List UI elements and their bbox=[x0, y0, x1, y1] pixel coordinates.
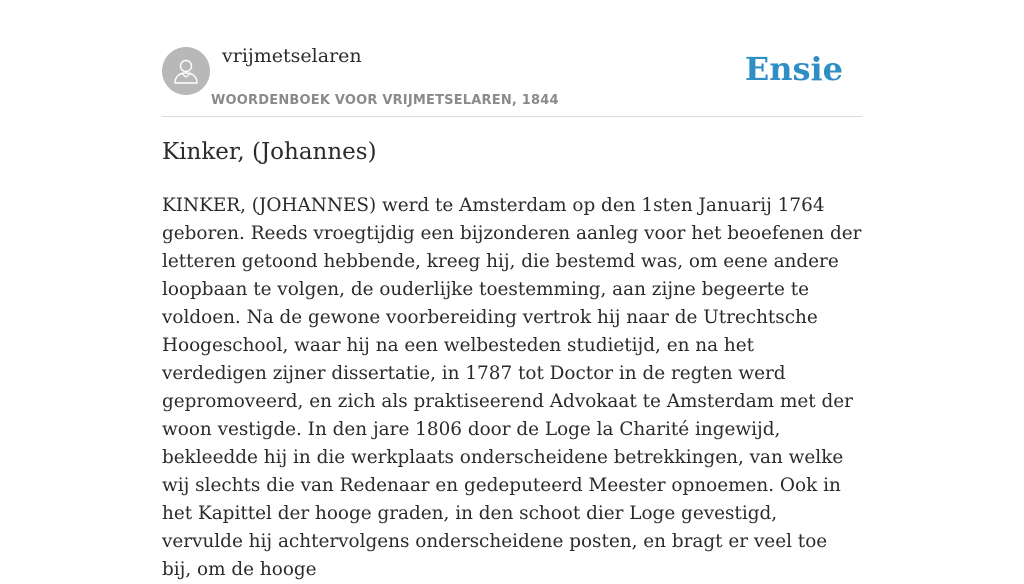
source-label: WOORDENBOEK VOOR VRIJMETSELAREN, 1844 bbox=[211, 93, 559, 108]
article-body: KINKER, (JOHANNES) werd te Amsterdam op den 1sten Januarij 1764 geboren. Reeds vroegtijdig een bijzonderen aanleg voor het beoefenen der letteren getoond hebbende, kreeg hij, die bestemd was, om eene andere loopbaan te volgen, de ouderlijke toestemming, aan zijne begeerte te voldoen. Na de gewone voorbereiding vertrok hij naar de Utrechtsche Hoogeschool, waar hij na een welbesteden studietijd, en na het verdedigen zijner dissertatie, in 1787 tot Doctor in de regten werd gepromoveerd, en zich als praktiseerend Advokaat te Amsterdam met der woon vestigde. In den jare 1806 door de Loge la Charité ingewijd, bekleedde hij in die werkplaats onderscheidene betrekkingen, van welke wij slechts die van Redenaar en gedeputeerd Meester opnoemen. Ook in het Kapittel der hooge graden, in den schoot dier Loge gevestigd, vervulde hij achtervolgens onderscheidene posten, en bragt er veel toe bij, om de hooge bbox=[162, 195, 862, 580]
author-avatar[interactable] bbox=[162, 47, 210, 95]
page bbox=[162, 0, 862, 580]
user-icon bbox=[171, 56, 201, 86]
header bbox=[162, 0, 862, 117]
ensie-logo[interactable]: Ensie bbox=[744, 50, 843, 88]
author-name-link[interactable]: vrijmetselaren bbox=[222, 45, 362, 67]
article-title: Kinker, (Johannes) bbox=[162, 139, 377, 165]
